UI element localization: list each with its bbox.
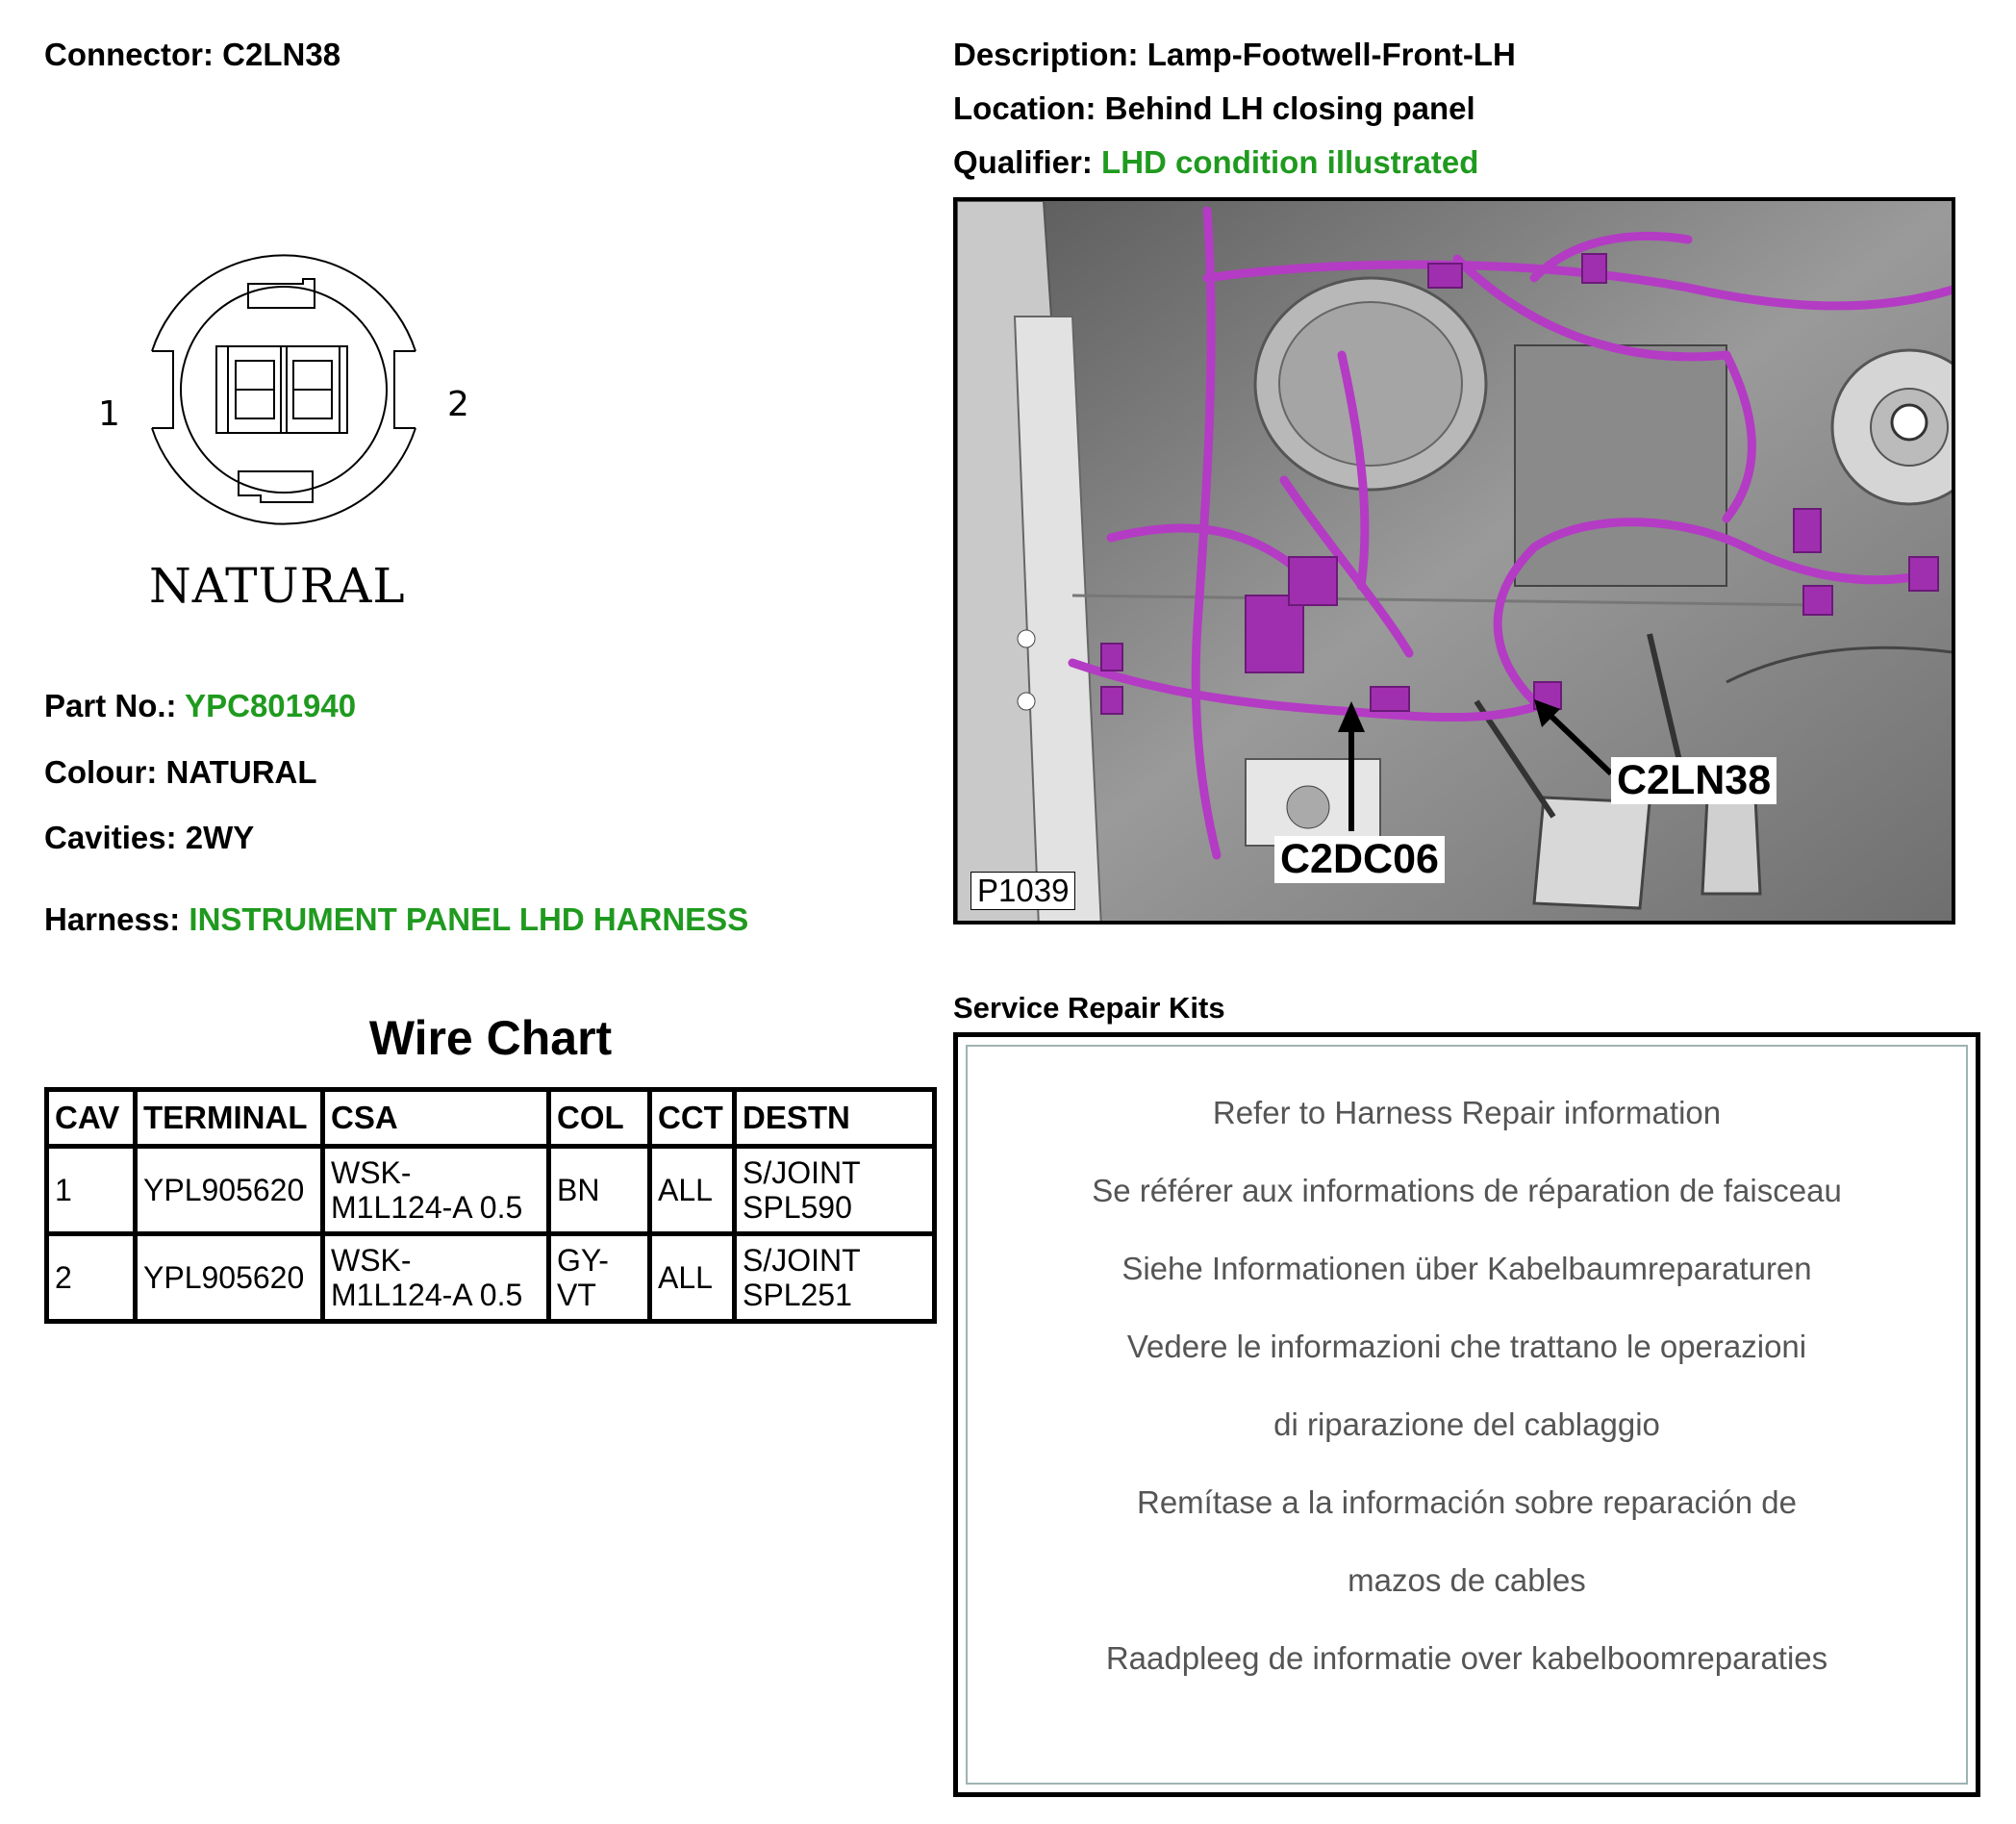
- cell-destn-line: S/JOINT: [743, 1243, 861, 1278]
- wire-chart-table: [44, 1087, 937, 1324]
- vehicle-interior-illustration: [957, 201, 1955, 925]
- location-line: [953, 90, 1475, 127]
- cell-destn-line: SPL251: [743, 1278, 852, 1312]
- header-cct: CCT: [650, 1090, 735, 1147]
- kit-line: Siehe Informationen über Kabelbaumreparaturen: [1121, 1251, 1812, 1286]
- cell-destn: [735, 1147, 935, 1234]
- colour-label: Colour:: [44, 754, 158, 790]
- connector-face-diagram: [91, 241, 495, 625]
- kit-line: Vedere le informazioni che trattano le operazioni: [1126, 1329, 1807, 1364]
- cell-col-line: BN: [557, 1173, 600, 1207]
- description-line: [953, 37, 1516, 73]
- colour-value: NATURAL: [165, 754, 317, 790]
- cavities-value: 2WY: [185, 820, 255, 855]
- cell-cav: 2: [47, 1234, 136, 1322]
- qualifier-label: Qualifier:: [953, 144, 1093, 180]
- callout-c2ln38: C2LN38: [1611, 757, 1777, 804]
- location-label: Location:: [953, 90, 1096, 126]
- pin-number-2: 2: [447, 385, 469, 424]
- cell-csa: [323, 1234, 549, 1322]
- figure-id: P1039: [970, 872, 1075, 910]
- cell-terminal: YPL905620: [136, 1234, 323, 1322]
- connector-colour-caption: NATURAL: [149, 558, 406, 614]
- qualifier-value: LHD condition illustrated: [1101, 144, 1479, 180]
- cell-csa-line: M1L124-A 0.5: [331, 1278, 523, 1312]
- qualifier-line: [953, 144, 1478, 181]
- harness-label: Harness:: [44, 901, 181, 937]
- part-no-value: YPC801940: [185, 688, 357, 723]
- cell-cct: ALL: [650, 1147, 735, 1234]
- header-cav: CAV: [47, 1090, 136, 1147]
- cell-terminal: YPL905620: [136, 1147, 323, 1234]
- header-terminal: TERMINAL: [136, 1090, 323, 1147]
- cell-cav: 1: [47, 1147, 136, 1234]
- cell-csa-line: M1L124-A 0.5: [331, 1190, 523, 1225]
- callout-c2dc06: C2DC06: [1274, 836, 1445, 883]
- harness-line: [44, 901, 748, 938]
- cell-col: [549, 1147, 650, 1234]
- cell-csa-line: WSK-: [331, 1155, 412, 1190]
- pin-number-1: 1: [98, 394, 120, 434]
- connector-value: C2LN38: [222, 37, 341, 72]
- cell-col: [549, 1234, 650, 1322]
- wire-chart-title: Wire Chart: [368, 1011, 613, 1065]
- colour-line: [44, 754, 317, 791]
- cavities-line: [44, 820, 254, 856]
- cell-csa: [323, 1147, 549, 1234]
- cell-col-line: VT: [557, 1278, 596, 1312]
- kit-line: di riparazione del cablaggio: [1273, 1406, 1660, 1442]
- connector-location-photo: [953, 197, 1955, 925]
- header-destn: DESTN: [735, 1090, 935, 1147]
- kit-line: mazos de cables: [1348, 1562, 1586, 1598]
- service-repair-kits-title: Service Repair Kits: [953, 991, 1225, 1025]
- part-no-label: Part No.:: [44, 688, 177, 723]
- cavities-label: Cavities:: [44, 820, 177, 855]
- cell-destn-line: SPL590: [743, 1190, 852, 1225]
- part-no-line: [44, 688, 356, 724]
- cell-cct: ALL: [650, 1234, 735, 1322]
- kit-line: Raadpleeg de informatie over kabelboomreparaties: [1105, 1640, 1828, 1676]
- description-label: Description:: [953, 37, 1139, 72]
- location-value: Behind LH closing panel: [1104, 90, 1475, 126]
- connector-face-icon: [91, 241, 495, 529]
- cell-destn: [735, 1234, 935, 1322]
- header-csa: CSA: [323, 1090, 549, 1147]
- cell-csa-line: WSK-: [331, 1243, 412, 1278]
- kit-line: Se référer aux informations de réparation de faisceau: [1092, 1173, 1842, 1208]
- table-row: [47, 1147, 935, 1234]
- kit-line: Remítase a la información sobre reparación de: [1136, 1484, 1798, 1520]
- description-value: Lamp-Footwell-Front-LH: [1147, 37, 1516, 72]
- wire-chart-header-row: [47, 1090, 935, 1147]
- kit-line: Refer to Harness Repair information: [1212, 1095, 1722, 1130]
- header-col: COL: [549, 1090, 650, 1147]
- service-repair-kits-box: [953, 1032, 1980, 1797]
- harness-value: INSTRUMENT PANEL LHD HARNESS: [189, 901, 749, 937]
- cell-col-line: GY-: [557, 1243, 609, 1278]
- connector-line: [44, 37, 340, 73]
- connector-label: Connector:: [44, 37, 214, 72]
- cell-destn-line: S/JOINT: [743, 1155, 861, 1190]
- table-row: [47, 1234, 935, 1322]
- service-repair-kits-inner: [966, 1045, 1968, 1785]
